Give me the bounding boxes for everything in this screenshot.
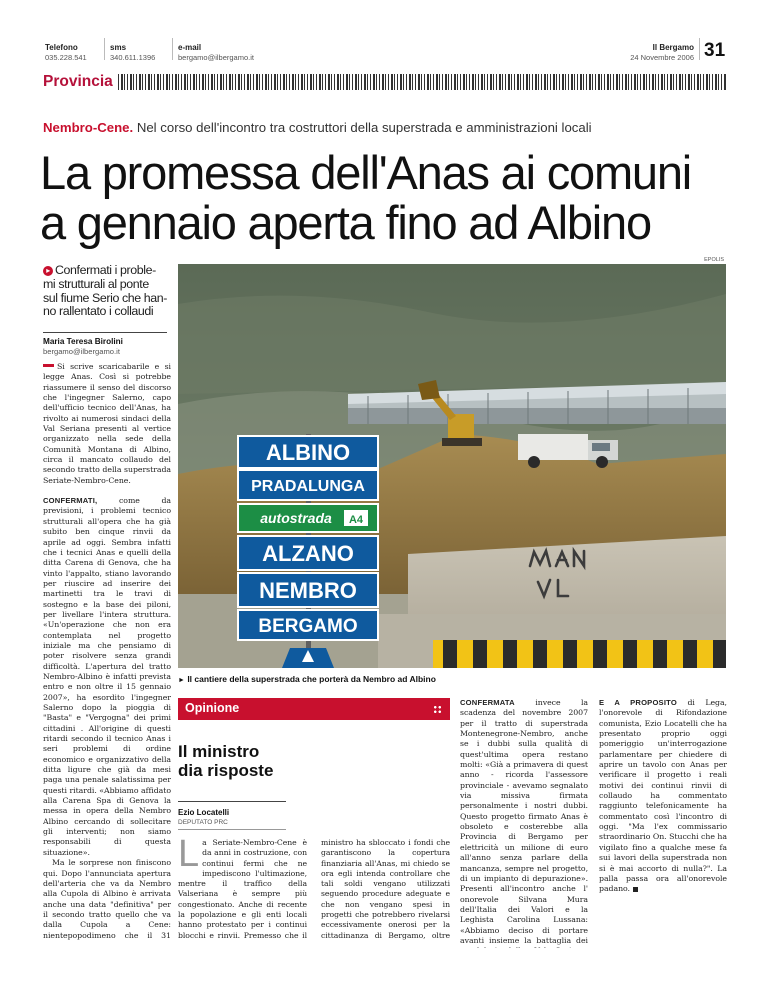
sign-a4: A4 — [348, 514, 364, 526]
sign-bergamo: BERGAMO — [258, 616, 358, 637]
byline-author: Maria Teresa Birolini — [43, 337, 123, 346]
issue-date: 24 Novembre 2006 — [630, 53, 694, 62]
opinion-author: Ezio Locatelli — [178, 808, 230, 817]
kicker-text: Nel corso dell'incontro tra costruttori della superstrada e amministrazioni locali — [136, 120, 592, 135]
headline-line-1: La promessa dell'Anas ai comuni — [40, 146, 692, 199]
opinion-box — [178, 698, 450, 944]
sms-label: sms — [110, 43, 127, 52]
article-paragraph-2: CONFERMATI, come da previsioni, i problemi tecnico strutturali all'opera che ha già subito ben cinque rinvii da aprile ad oggi. Sembra infatti che i tecnici Anas e quelli della ditta Carena di Genova, che ha vinto l'appalto, stiano lavorando per riuscire ad inserire dei martinetti tra le travi di sostegno e la base dei piloni, per livellare l'intera struttura. «Un'operazione che non era contemplata nel progetto iniziale ma che pensiamo di poter risolvere senza grandi difficoltà. L'apertura del tratto Nembro-Albino è infatti prevista entro e non oltre il 15 gennaio 2007», ha esordito l'ingegner Salerno dopo la pioggia di "Basta" e "Vergogna" dei primi cittadini . All'origine di questi ritardi secondo il tecnico Anas i seri problemi di ordine economico e organizzativo della ditta ligure che già da mesi paga una penale salatissima per questi ritardi. «Abbiamo affidato alla Carena Spa di Genova la messa in opera della Nembro Albino cercando di sollecitare gli interventi; non siamo responsabili di questa situazione». — [43, 496, 171, 857]
kicker-place: Nembro-Cene. — [43, 120, 134, 135]
headline — [40, 148, 691, 248]
sign-albino: ALBINO — [265, 440, 351, 465]
summary-line-2: mi strutturali al ponte — [43, 276, 149, 291]
article-paragraph-3: Ma le sorprese non finiscono qui. Dopo l'annunciata apertura dell'arteria che va da Nembro alla Cupola di Albino è arrivata anche una data "definitiva" per il secondo tratto quello che va dalla Cupola a Cene: nientepopodimeno che il 31 — [43, 858, 171, 940]
opinion-author-rule — [178, 801, 286, 802]
opinion-text: La Seriate-Nembro-Cene è da anni in costruzione, con continui fermi che ne impediscono l'ultimazione, mentre il traffico della Valseriana è sempre più congestionato. Anche di recente la popolazione e gli enti locali hanno protestato per i continui blocchi e rinvii. Premesso che il ministro ha sbloccato i fondi che garantiscono la copertura finanziaria all'Anas, mi chiedo se ora egli intenda controllare che tali soldi vengano utilizzati seguendo procedure adeguate e che non vengano spesi in progetti che potrebbero rivelarsi eccessivamente onerosi per la cittadinanza di Bergamo, oltre — [178, 838, 450, 940]
article-paragraph-1: Si scrive scaricabarile e si legge Anas. Così si potrebbe riassumere il senso del discorso che l'ingegner Salerno, capo dell'ufficio tecnico dell'Anas, ha rivolto ai numerosi sindaci della Val Seriana presenti al vertice organizzato nella sede della Comunità Montana di Albino, circa il mancato collaudo del secondo tratto della superstrada Seriate-Nembro-Cene. — [43, 362, 171, 485]
end-square-icon — [633, 887, 638, 892]
byline — [43, 337, 123, 356]
opinion-header — [178, 698, 450, 720]
sign-autostrada: autostrada — [260, 510, 332, 526]
photo-credit: EPOLIS — [704, 257, 724, 263]
article-paragraph-5: E A PROPOSITO di Lega, l'onorevole di Rifondazione comunista, Ezio Locatelli che ha presentato proprio oggi pomeriggio un'interrogazione parlamentare per chiedere di aprire un tavolo con Anas per verificare il progetto i reali motivi dei continui rinvii di collaudo ha commentato raggiunto telefonicamente ha commentato così l'incontro di oggi. "Ma l'ex commissario straordinario On. Stucchi che ha vigilato fino a qualche mese fa sui lavori della superstrada non si è mai accorto di nulla?". La palla passa ora all'onorevole padano. — [599, 698, 727, 894]
summary-line-1: Confermati i proble- — [55, 263, 156, 277]
header-email — [178, 43, 254, 62]
opinion-title-line-2: dia risposte — [178, 761, 274, 780]
sign-alzano: ALZANO — [262, 541, 354, 566]
byline-email[interactable]: bergamo@ilbergamo.it — [43, 347, 120, 356]
header-paper-info — [630, 43, 694, 62]
opinion-dropcap: L — [178, 838, 200, 875]
sms-value[interactable]: 340.611.1396 — [110, 53, 156, 62]
phone-value[interactable]: 035.228.541 — [45, 53, 87, 62]
header-phone — [45, 43, 87, 62]
summary-line-3: sul fiume Serio che han- — [43, 290, 168, 305]
section-decorative-stripes — [118, 74, 726, 90]
article-column-1 — [43, 362, 171, 942]
opinion-title-line-1: Il ministro — [178, 742, 260, 761]
page-number: 31 — [704, 40, 726, 61]
sign-nembro: NEMBRO — [259, 578, 357, 603]
kicker — [43, 120, 592, 135]
grid-icon — [433, 705, 442, 714]
article-column-4 — [599, 698, 727, 948]
summary-line-4: no rallentato i collaudi — [43, 304, 154, 319]
phone-label: Telefono — [45, 43, 78, 52]
article-photo — [178, 264, 726, 668]
opinion-title — [178, 742, 298, 780]
email-value[interactable]: bergamo@ilbergamo.it — [178, 53, 254, 62]
photo-caption: ► Il cantiere della superstrada che porterà da Nembro ad Albino — [178, 674, 436, 684]
header-sms — [110, 43, 155, 62]
arrow-right-icon: ▸ — [43, 266, 53, 276]
caption-arrow-icon: ► — [178, 677, 185, 684]
byline-rule — [43, 332, 167, 333]
opinion-columns — [178, 830, 450, 944]
opinion-role: DEPUTATO PRC — [178, 819, 228, 826]
sign-pradalunga: PRADALUNGA — [251, 478, 365, 495]
paragraph-bullet-icon — [43, 364, 54, 367]
article-paragraph-4: CONFERMATA invece la scadenza del novembre 2007 per il tratto di superstrada Montenegrone-Nembro, anche se i dubbi sulla qualità di quest'ultima opera restano molti: «Già a primavera di quest anno - ricorda l'assessore provinciale - avevamo segnalato via missiva firmata personalmente i nostri dubbi. Questo progetto firmato Anas è obsoleto e costerebbe alla Provincia di Bergamo per elettricità un milione di euro all'anno senza parlare della mancanza, sempre nel progetto, di un impianto di depurazione». Presenti all'incontro anche l' onorevole Silvana Mura dell'Italia dei Valori e la Leghista Carolina Lussana: «Abbiamo deciso di portare avanti insieme la battaglia dei — [460, 698, 588, 945]
photo-svg — [178, 264, 726, 668]
email-label: e-mail — [178, 43, 202, 52]
opinion-tag: Opinione — [185, 701, 240, 715]
headline-line-2: a gennaio aperta fino ad Albino — [40, 196, 651, 249]
summary — [43, 264, 167, 319]
article-column-3 — [460, 698, 588, 948]
paper-name: Il Bergamo — [652, 43, 694, 52]
section-title: Provincia — [43, 73, 113, 90]
